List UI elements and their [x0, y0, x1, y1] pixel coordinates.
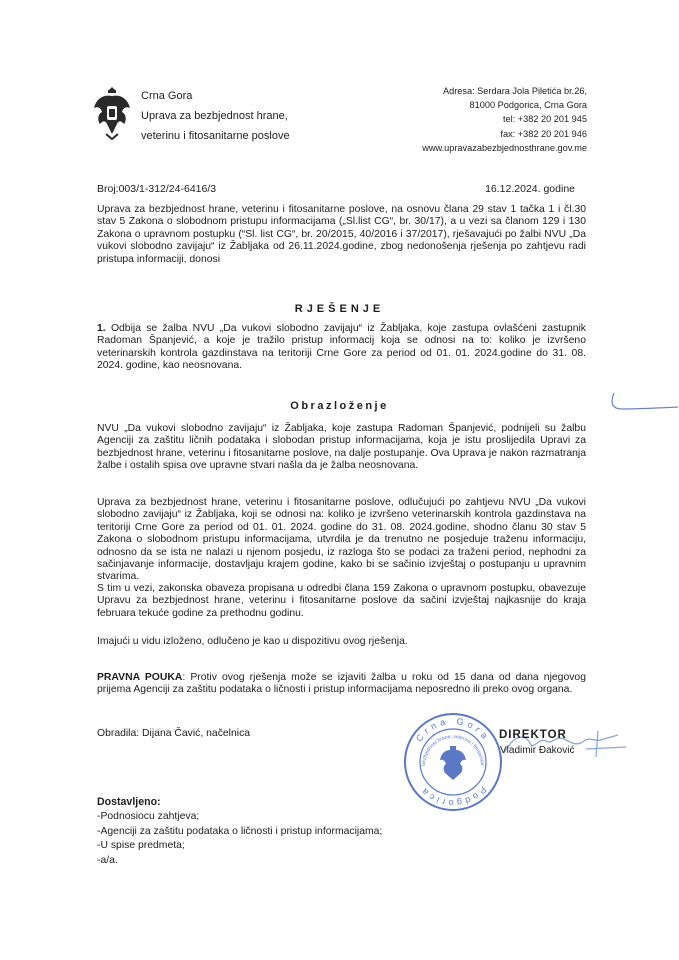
- delivery-list: [97, 810, 382, 868]
- intro-paragraph: Uprava za bezbjednost hrane, veterinu i fitosanitarne poslove, na osnovu člana 29 stav 1 tačka 1 i čl.30 stav 5 Zakona o slobodnom pristupu informacijama („Sl.list CG“, br. 30/17), a u vezi sa članom 129 i 130 Zakona o upravnom postupku (“Sl. list CG“, br. 20/2015, 40/2016 i 37/2017), rješavajući po žalbi NVU „Da vukovi slobodno zavijaju“ iz Žabljaka od 26.11.2024.godine, zbog nedonošenja rješenja po zahtjevu radi pristupa informaciji, donosi: [97, 204, 586, 265]
- point-number: 1.: [97, 323, 106, 334]
- website-line: www.upravazabezbjednosthrane.gov.me: [422, 142, 587, 153]
- reasoning-title: Obrazloženje: [290, 400, 389, 412]
- stamp-top-text: Crna Gora: [413, 715, 493, 744]
- prepared-by: Obradila: Dijana Čavić, načelnica: [97, 728, 251, 739]
- reference-number: Broj:003/1-312/24-6416/3: [97, 183, 217, 195]
- reasoning-paragraph-2: Uprava za bezbjednost hrane, veterinu i fitosanitarne poslove, odlučujući po zahtjevu NVU „Da vukovi slobodno zavijaju“ iz Žabljaka, koji se odnosi na: koliko je izvršeno veterinarskih kontrola gazdinstava na teritoriji Crne Gore za period od 01. 01. 2024. godine do 31. 08. 2024.godine, shodno članu 30 stav 5 Zakona o slobodnom pristupu informacijama, utvrdila je da trenutno ne posjeduje traženu informaciju, odnosno da se ista ne nalazi u njenom posjedu, iz razloga što se podaci za traženi period, nephodni za sačinjavanje informacije, dostavljaju krajem godine, kako bi se sačinio izvještaj o postupanju u upravnim stvarima.: [97, 497, 586, 583]
- delivery-title: Dostavljeno:: [97, 796, 161, 808]
- org-name-line-1: Uprava za bezbjednost hrane,: [141, 110, 288, 122]
- svg-text:Podgorica: [418, 785, 489, 809]
- coat-of-arms-icon: [92, 84, 132, 140]
- conclusion-paragraph: Imajući u vidu izloženo, odlučeno je kao u dispozitivu ovog rješenja.: [97, 636, 408, 647]
- document-date: 16.12.2024. godine: [485, 183, 575, 195]
- fax-line: fax: +382 20 201 946: [500, 128, 587, 139]
- legal-remedy-paragraph: [97, 672, 586, 697]
- stamp-crest-icon: [440, 746, 466, 780]
- org-name-line-2: veterinu i fitosanitarne poslove: [141, 130, 290, 142]
- reasoning-paragraph-3: S tim u vezi, zakonska obaveza propisana u odredbi člana 159 Zakona o upravnom postupku, obavezuje Upravu za bezbjednost hrane, veterinu i fitosanitarne poslove da sačini izvještaj najkasnije do kraja februara tekuće godine za prethodnu godinu.: [97, 583, 586, 619]
- decision-title: RJEŠENJE: [294, 303, 385, 315]
- stamp-inner-text: bezbjednost hrane, veterinu i fitosanitar: [420, 733, 486, 766]
- delivery-item: -U spise predmeta;: [97, 840, 185, 851]
- point-text: Odbija se žalba NVU „Da vukovi slobodno zavijaju“ iz Žabljaka, koje zastupa ovlašćeni zastupnik Radoman Španjević, a koje je tražilo pristup informacij koja se odnosi na to: koliko je izvršeno veterinarskih kontrola gazdinstava na teritoriji Crne Gore za period od 01. 01. 2024.godine do 31. 08. 2024. godine, kao neosnovana.: [97, 323, 586, 372]
- delivery-item: -Agenciji za zaštitu podataka o ličnosti i pristup informacijama;: [97, 825, 383, 837]
- phone-line: tel: +382 20 201 945: [502, 114, 587, 125]
- director-name: Vladimir Đaković: [500, 745, 575, 756]
- official-stamp: [401, 710, 505, 814]
- reasoning-paragraph-1: NVU „Da vukovi slobodno zavijaju“ iz Žabljaka, koje zastupa Radoman Španjević, podnijeli su žalbu Agenciji za zaštitu ličnih podataka i slobodan pristup informacijama, koja je istu proslijedila Upravi za bezbjednost hrane, veterinu i fitosanitarne poslove, na dalje postupanje. Ova Uprava je nakon razmatranja žalbe i ostalih spisa ove upravne stvari našla da je žalba neosnovana.: [97, 423, 586, 472]
- city-line: 81000 Podgorica, Crna Gora: [469, 100, 587, 111]
- director-title: DIREKTOR: [499, 729, 567, 741]
- decision-point-1: [97, 323, 586, 373]
- address-line: Adresa: Serdara Jola Piletića br.26,: [442, 86, 587, 96]
- org-country: Crna Gora: [141, 90, 193, 102]
- legal-remedy-text: : Protiv ovog rješenja može se izjaviti žalba u roku od 15 dana od dana njegovog prijema Agenciji za zaštitu podataka o ličnosti i pristup informacijama neposredno ili preko ovog organa.: [97, 672, 586, 696]
- stamp-bottom-text: Podgorica: [417, 784, 489, 809]
- organization-block: [141, 86, 290, 146]
- margin-pen-mark: [608, 391, 679, 413]
- contact-block: [422, 84, 587, 155]
- delivery-item: -a/a.: [97, 854, 118, 866]
- legal-remedy-label: PRAVNA POUKA: [97, 672, 183, 683]
- delivery-item: -Podnosiocu zahtjeva;: [97, 811, 200, 822]
